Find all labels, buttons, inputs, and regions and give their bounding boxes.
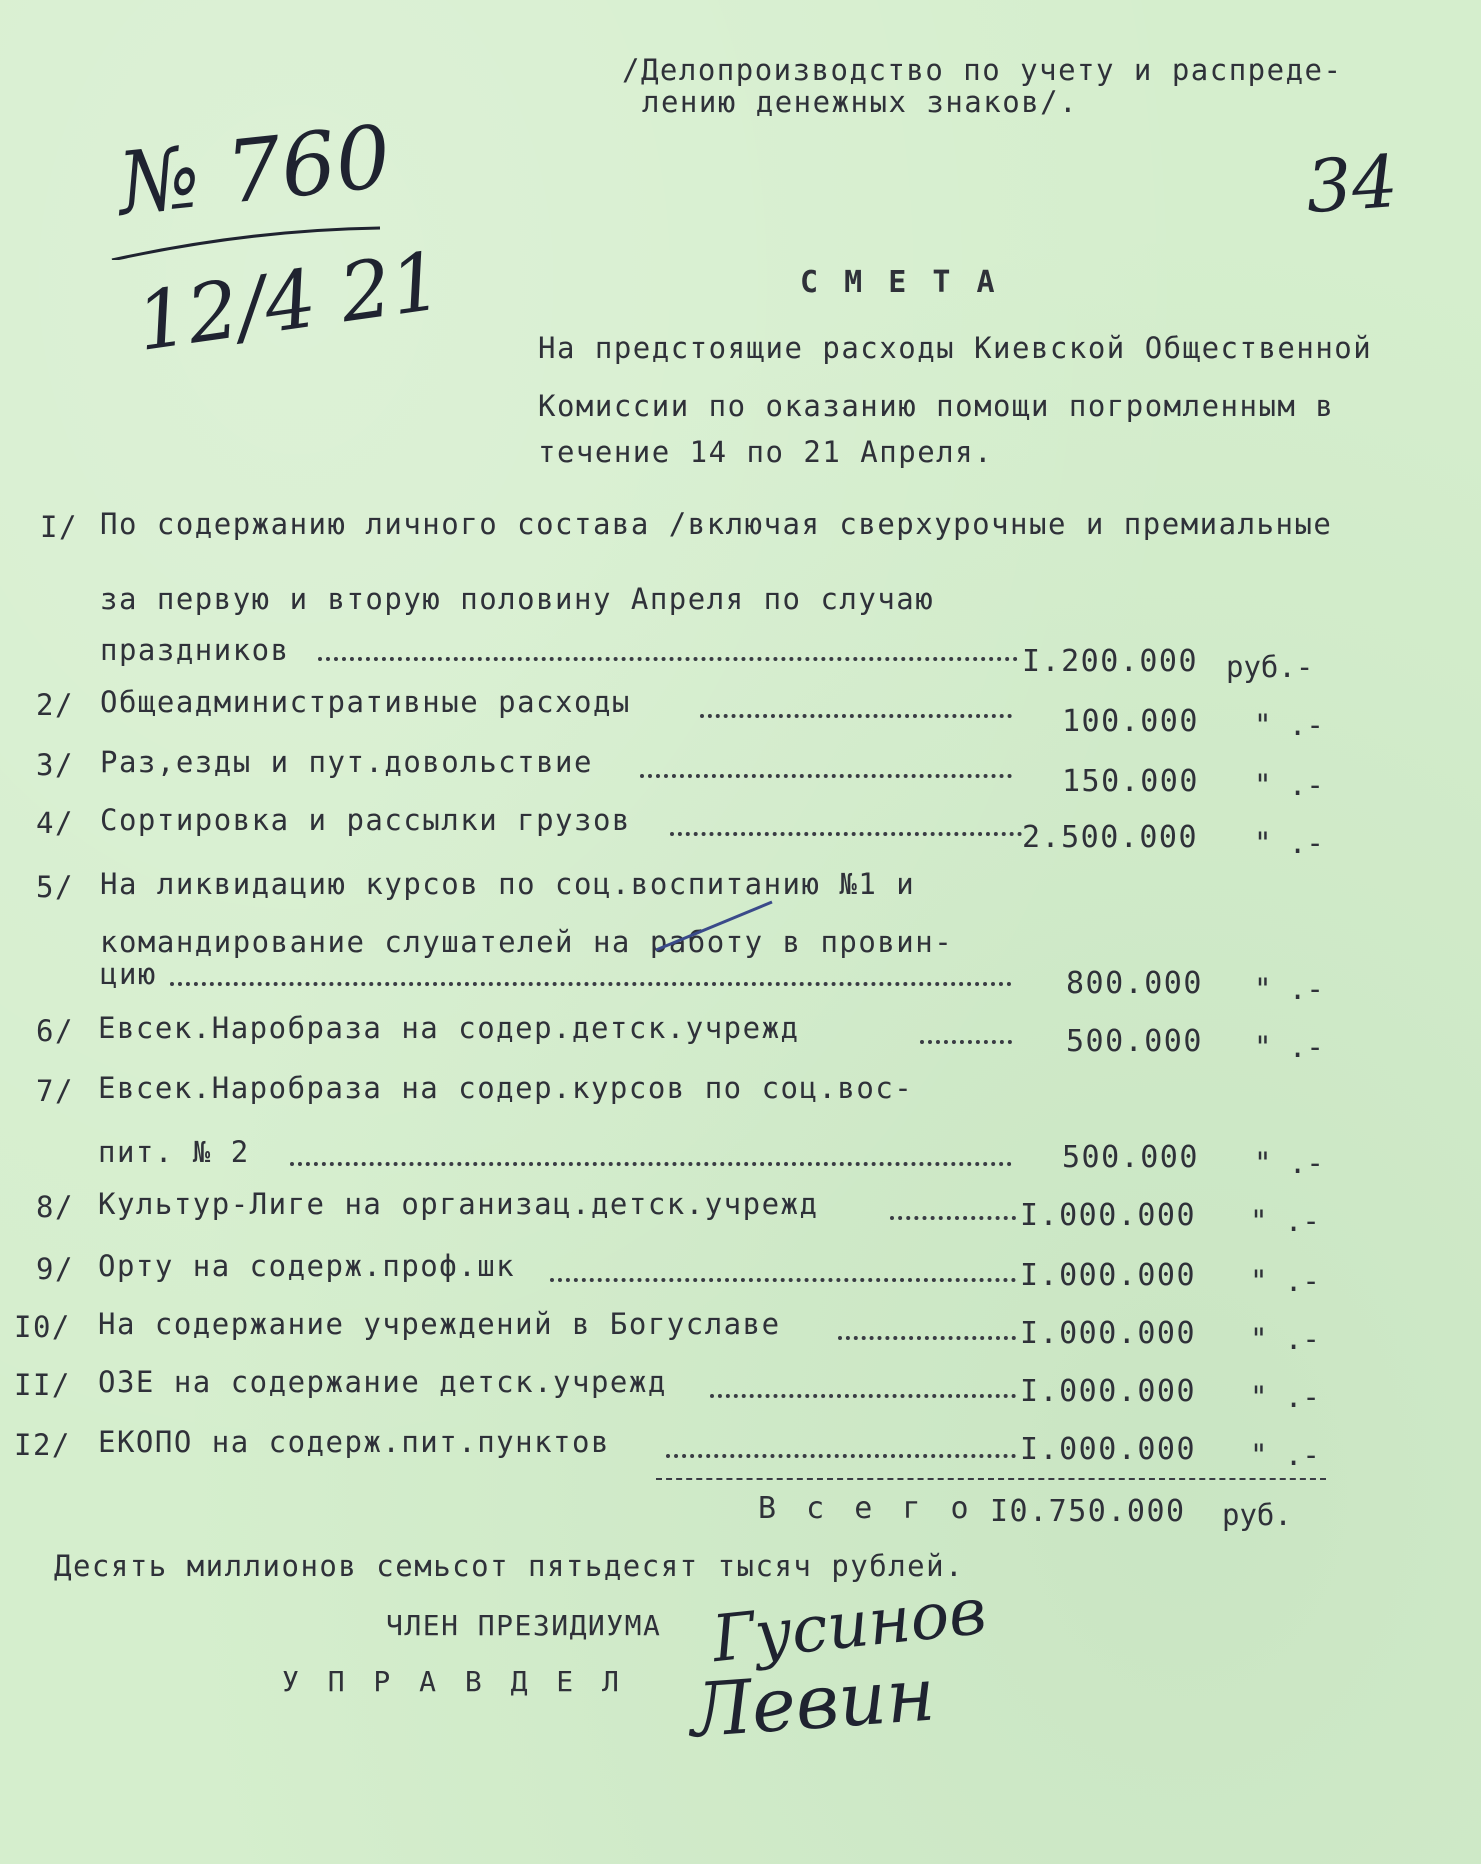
total-amount: I0.750.000 (990, 1494, 1186, 1529)
member-title: ЧЛЕН ПРЕЗИДИУМА (386, 1609, 662, 1642)
item-amount: I.200.000 (1022, 644, 1199, 679)
item-amount: I.000.000 (1020, 1258, 1197, 1293)
item-number: II/ (14, 1368, 71, 1402)
item-number: 8/ (36, 1190, 74, 1224)
manager-title: У П Р А В Д Е Л (282, 1665, 625, 1698)
item-text-line: На содержание учреждений в Богуславе (98, 1307, 781, 1341)
manager-signature: Левин (687, 1651, 938, 1755)
item-text-line: командирование слушателей на работу в провин- (100, 925, 954, 959)
member-signature: Гусинов (708, 1574, 990, 1678)
handwritten-check-mark (650, 896, 780, 956)
item-number: I0/ (14, 1310, 71, 1344)
item-number: I/ (40, 510, 78, 544)
item-unit: " .- (1250, 1380, 1320, 1414)
item-text-line: Культур-Лиге на организац.детск.учрежд (98, 1187, 819, 1221)
item-text-line: ОЗЕ на содержание детск.учрежд (98, 1365, 667, 1399)
leader-dots (666, 1452, 1016, 1458)
handwritten-doc-date: 12/4 21 (130, 234, 448, 369)
item-text-line: Евсек.Наробраза на содер.детск.учрежд (98, 1011, 800, 1045)
item-unit: " .- (1254, 1030, 1324, 1064)
handwritten-page-number: 34 (1303, 138, 1401, 230)
title-line-2: Комиссии по оказанию помощи погромленным в (538, 389, 1335, 423)
item-text-line: за первую и вторую половину Апреля по случаю (100, 582, 935, 616)
item-number: 5/ (36, 870, 74, 904)
leader-dots (318, 655, 1018, 661)
item-unit: " .- (1254, 768, 1324, 802)
item-text-line: Раз,езды и пут.довольствие (100, 745, 593, 779)
item-unit: " .- (1250, 1438, 1320, 1472)
item-unit: " .- (1254, 972, 1324, 1006)
item-text-line: Общеадминистративные расходы (100, 685, 631, 719)
item-unit: " .- (1254, 826, 1324, 860)
leader-dots (170, 980, 1012, 986)
department-line-1: /Делопроизводство по учету и распреде- (622, 53, 1343, 87)
item-amount: I.000.000 (1020, 1316, 1197, 1351)
item-number: 3/ (36, 748, 74, 782)
item-text-line: Сортировка и рассылки грузов (100, 803, 631, 837)
leader-dots (838, 1334, 1016, 1340)
item-unit: " .- (1254, 1146, 1324, 1180)
item-text-line: праздников (100, 633, 290, 667)
item-number: 4/ (36, 806, 74, 840)
item-unit: руб.- (1226, 650, 1314, 684)
title-line-1: На предстоящие расходы Киевской Общественной (538, 331, 1373, 365)
item-amount: I.000.000 (1020, 1374, 1197, 1409)
item-amount: I.000.000 (1020, 1198, 1197, 1233)
item-text-line: По содержанию личного состава /включая сверхурочные и премиальные (100, 507, 1333, 541)
handwritten-doc-number: № 760 (113, 107, 396, 235)
item-unit: " .- (1250, 1322, 1320, 1356)
leader-dots (890, 1214, 1016, 1220)
leader-dots (670, 830, 1022, 836)
total-separator-line (656, 1478, 1326, 1480)
leader-dots (920, 1038, 1012, 1044)
item-amount: 100.000 (1062, 704, 1199, 739)
leader-dots (710, 1392, 1016, 1398)
item-text-line: Евсек.Наробраза на содер.курсов по соц.вос- (98, 1071, 914, 1105)
item-number: 6/ (36, 1014, 74, 1048)
title-line-3: течение 14 по 21 Апреля. (538, 435, 994, 469)
item-text-line: Орту на содерж.проф.шк (98, 1249, 516, 1283)
department-line-2: лению денежных знаков/. (642, 85, 1079, 119)
leader-dots (700, 712, 1012, 718)
item-amount: 150.000 (1062, 764, 1199, 799)
item-amount: 500.000 (1062, 1140, 1199, 1175)
item-text-line: На ликвидацию курсов по соц.воспитанию №1 и (100, 867, 916, 901)
item-amount: 2.500.000 (1022, 820, 1199, 855)
leader-dots (550, 1276, 1016, 1282)
item-unit: " .- (1250, 1264, 1320, 1298)
item-number: I2/ (14, 1428, 71, 1462)
item-unit: " .- (1254, 708, 1324, 742)
item-amount: 500.000 (1066, 1024, 1203, 1059)
item-number: 2/ (36, 688, 74, 722)
leader-dots (290, 1160, 1012, 1166)
total-unit: руб. (1222, 1498, 1292, 1532)
total-label: В с е г о (758, 1491, 975, 1526)
item-amount: 800.000 (1066, 966, 1203, 1001)
item-number: 9/ (36, 1252, 74, 1286)
document-title: С М Е Т А (800, 265, 999, 300)
amount-in-words: Десять миллионов семьсот пятьдесят тысяч рублей. (54, 1549, 965, 1583)
item-text-line: ЕКОПО на содерж.пит.пунктов (98, 1425, 610, 1459)
item-text-line: пит. № 2 (98, 1135, 250, 1169)
item-unit: " .- (1250, 1204, 1320, 1238)
item-number: 7/ (36, 1074, 74, 1108)
item-amount: I.000.000 (1020, 1432, 1197, 1467)
item-text-line: цию (100, 957, 157, 991)
leader-dots (640, 772, 1012, 778)
